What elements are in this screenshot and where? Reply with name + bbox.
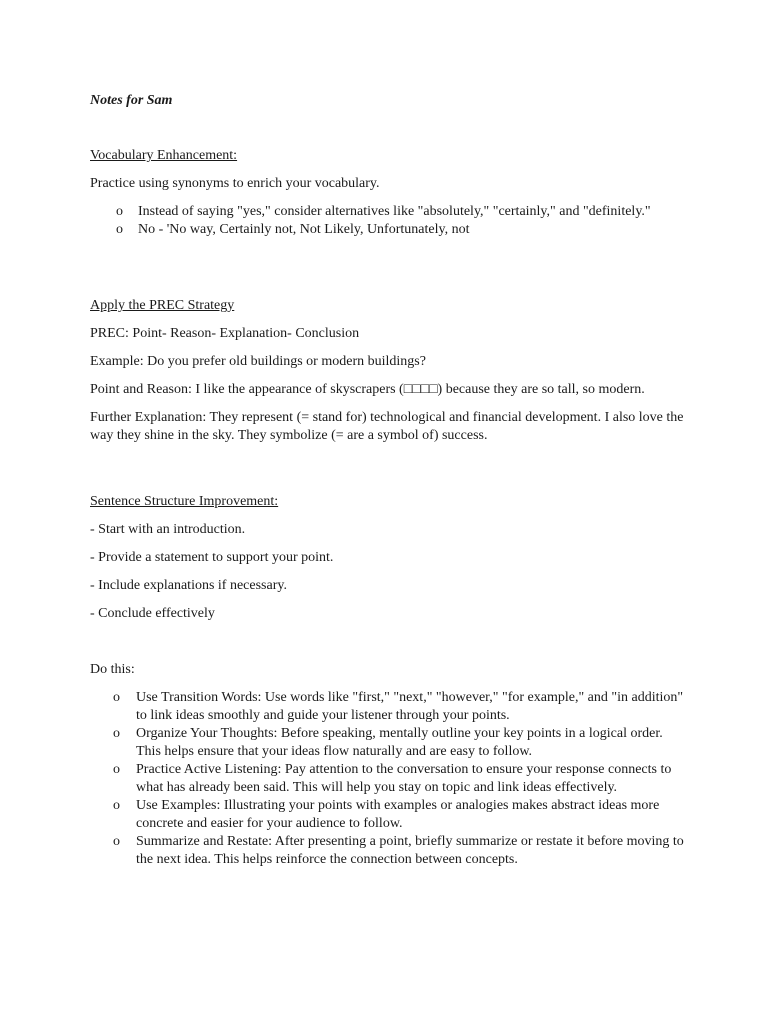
prec-section <box>90 297 690 445</box>
bullet-marker: o <box>113 834 120 849</box>
sentence-structure-item: - Start with an introduction. <box>90 522 246 537</box>
prec-example: Example: Do you prefer old buildings or modern buildings? <box>90 354 426 369</box>
prec-heading: Apply the PREC Strategy <box>90 298 235 313</box>
vocabulary-section <box>90 147 690 239</box>
list-item <box>90 761 690 797</box>
do-this-section <box>90 661 690 869</box>
bullet-marker: o <box>116 204 123 219</box>
do-this-heading: Do this: <box>90 662 135 677</box>
sentence-structure-heading: Sentence Structure Improvement: <box>90 494 279 509</box>
sentence-structure-section <box>90 493 690 623</box>
do-this-bullet-list <box>90 689 690 869</box>
bullet-marker: o <box>113 798 120 813</box>
vocabulary-intro: Practice using synonyms to enrich your vocabulary. <box>90 176 380 191</box>
bullet-marker: o <box>113 726 120 741</box>
prec-definition: PREC: Point- Reason- Explanation- Conclusion <box>90 326 360 341</box>
list-item <box>90 221 690 239</box>
spacer <box>90 633 690 661</box>
list-item <box>90 797 690 833</box>
list-item-text: Practice Active Listening: Pay attention to the conversation to ensure your response connects to what has already been said. This will help you stay on topic and link ideas effectively. <box>136 762 672 795</box>
bullet-marker: o <box>113 762 120 777</box>
list-item-text: Instead of saying "yes," consider alternatives like "absolutely," "certainly," and "definitely." <box>138 204 651 219</box>
spacer <box>90 455 690 493</box>
prec-further-explanation: Further Explanation: They represent (= stand for) technological and financial development. I also love the way they shine in the sky. They symbolize (= are a symbol of) success. <box>90 410 684 443</box>
list-item-text: No - 'No way, Certainly not, Not Likely, Unfortunately, not <box>138 222 470 237</box>
vocabulary-heading: Vocabulary Enhancement: <box>90 148 238 163</box>
sentence-structure-item: - Include explanations if necessary. <box>90 578 287 593</box>
list-item <box>90 203 690 221</box>
list-item-text: Use Examples: Illustrating your points with examples or analogies makes abstract ideas more concrete and easier for your audience to follow. <box>136 798 660 831</box>
list-item <box>90 689 690 725</box>
bullet-marker: o <box>113 690 120 705</box>
list-item-text: Use Transition Words: Use words like "first," "next," "however," "for example," and "in addition" to link ideas smoothly and guide your listener through your points. <box>136 690 684 723</box>
list-item <box>90 725 690 761</box>
sentence-structure-item: - Provide a statement to support your point. <box>90 550 334 565</box>
document-title: Notes for Sam <box>90 93 173 108</box>
sentence-structure-item: - Conclude effectively <box>90 606 215 621</box>
bullet-marker: o <box>116 222 123 237</box>
document-page <box>90 92 690 869</box>
prec-point-reason: Point and Reason: I like the appearance of skyscrapers (□□□□) because they are so tall, so modern. <box>90 382 645 397</box>
list-item <box>90 833 690 869</box>
list-item-text: Summarize and Restate: After presenting a point, briefly summarize or restate it before moving to the next idea. This helps reinforce the connection between concepts. <box>136 834 684 867</box>
vocabulary-bullet-list <box>90 203 690 239</box>
list-item-text: Organize Your Thoughts: Before speaking, mentally outline your key points in a logical order. This helps ensure that your ideas flow naturally and are easy to follow. <box>136 726 663 759</box>
spacer <box>90 239 690 297</box>
